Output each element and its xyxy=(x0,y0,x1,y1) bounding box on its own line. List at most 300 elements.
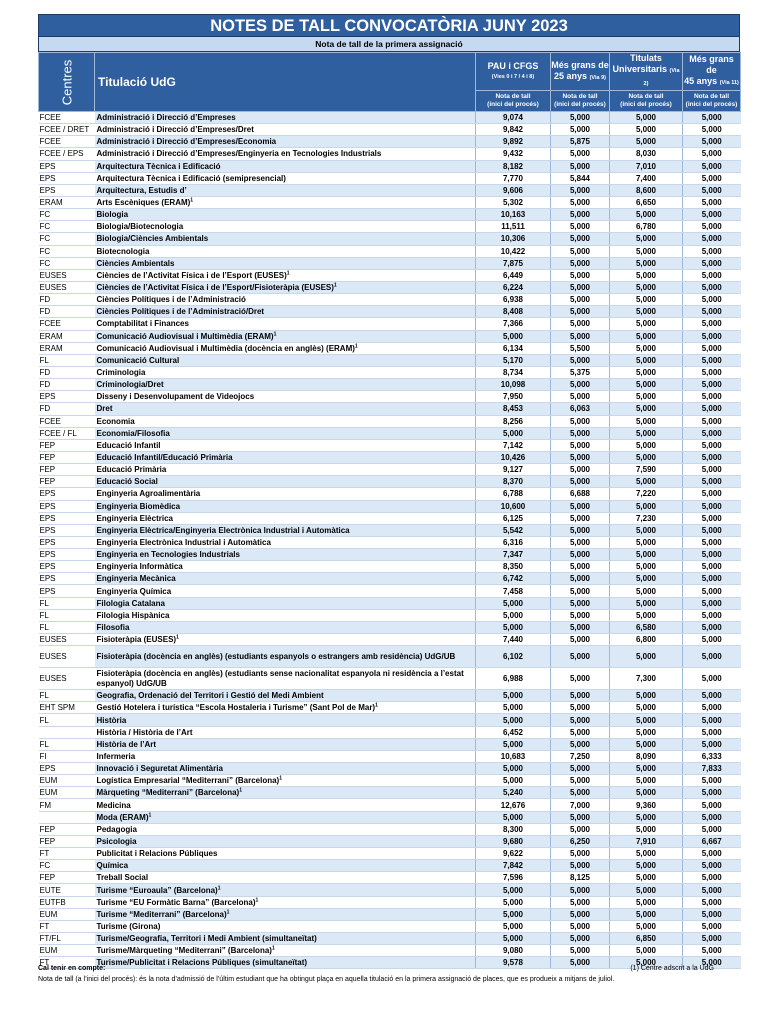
centre-cell: FCEE xyxy=(39,415,95,427)
majors-45-cell: 5,000 xyxy=(683,500,741,512)
pau-cfgs-cell: 10,426 xyxy=(476,451,551,463)
titulats-cell: 7,010 xyxy=(610,160,683,172)
majors-25-cell: 5,000 xyxy=(551,512,610,524)
majors-45-cell: 5,000 xyxy=(683,597,741,609)
table-row xyxy=(39,464,741,476)
majors-25-cell: 5,000 xyxy=(551,668,610,690)
table-row xyxy=(39,196,741,208)
table-row xyxy=(39,835,741,847)
majors-25-cell: 5,000 xyxy=(551,330,610,342)
titulats-cell: 5,000 xyxy=(610,209,683,221)
majors-45-cell: 5,000 xyxy=(683,233,741,245)
centre-cell: EUM xyxy=(39,775,95,787)
majors-25-cell: 5,000 xyxy=(551,702,610,714)
table-row xyxy=(39,330,741,342)
majors-25-cell: 5,000 xyxy=(551,561,610,573)
majors-45-cell: 5,000 xyxy=(683,884,741,896)
majors-45-cell: 5,000 xyxy=(683,775,741,787)
majors-45-cell: 5,000 xyxy=(683,342,741,354)
titulacio-cell: Filosofia xyxy=(95,621,476,633)
titulacio-cell: Fisioteràpia (EUSES)$^1$ xyxy=(95,634,476,646)
titulats-cell: 8,090 xyxy=(610,750,683,762)
titulacio-cell: Criminologia/Dret xyxy=(95,379,476,391)
titulats-cell: 5,000 xyxy=(610,945,683,957)
titulacio-cell: Turisme “Euroaula” (Barcelona)$^1$ xyxy=(95,884,476,896)
titulats-cell: 5,000 xyxy=(610,536,683,548)
titulacio-cell: Moda (ERAM)$^1$ xyxy=(95,811,476,823)
titulats-cell: 5,000 xyxy=(610,342,683,354)
table-row xyxy=(39,763,741,775)
titulats-cell: 6,650 xyxy=(610,196,683,208)
majors-45-cell: 5,000 xyxy=(683,269,741,281)
majors-25-cell: 5,000 xyxy=(551,209,610,221)
pau-cfgs-cell: 6,938 xyxy=(476,294,551,306)
pau-cfgs-cell: 6,125 xyxy=(476,512,551,524)
pau-cfgs-cell: 8,300 xyxy=(476,823,551,835)
footnote-marker: 1 xyxy=(255,896,259,903)
majors-45-cell: 5,000 xyxy=(683,184,741,196)
footnote-marker: 1 xyxy=(190,197,194,204)
titulats-cell: 5,000 xyxy=(610,112,683,124)
titulats-cell: 5,000 xyxy=(610,476,683,488)
titulats-cell: 5,000 xyxy=(610,561,683,573)
table-row xyxy=(39,536,741,548)
centre-cell: FD xyxy=(39,403,95,415)
table-row xyxy=(39,451,741,463)
centre-cell: FM xyxy=(39,799,95,811)
centre-cell: FEP xyxy=(39,872,95,884)
table-row xyxy=(39,184,741,196)
centre-cell: FD xyxy=(39,379,95,391)
majors-25-cell: 7,250 xyxy=(551,750,610,762)
centre-cell: FCEE xyxy=(39,318,95,330)
pau-cfgs-cell: 5,000 xyxy=(476,884,551,896)
majors-45-cell: 5,000 xyxy=(683,702,741,714)
titulacio-cell: Educació Infantil xyxy=(95,439,476,451)
centre-cell: EPS xyxy=(39,184,95,196)
pau-cfgs-cell: 9,842 xyxy=(476,124,551,136)
table-row xyxy=(39,609,741,621)
pau-cfgs-cell: 5,000 xyxy=(476,609,551,621)
majors-25-cell: 5,000 xyxy=(551,573,610,585)
majors-25-cell: 5,000 xyxy=(551,920,610,932)
centre-cell: FC xyxy=(39,860,95,872)
centre-cell: FT xyxy=(39,920,95,932)
table-row xyxy=(39,811,741,823)
majors-45-cell: 5,000 xyxy=(683,738,741,750)
titulacio-cell: Filologia Catalana xyxy=(95,597,476,609)
centre-cell: EHT SPM xyxy=(39,702,95,714)
pau-cfgs-cell: 5,542 xyxy=(476,524,551,536)
table-row xyxy=(39,172,741,184)
titulacio-cell: Economia/Filosofia xyxy=(95,427,476,439)
majors-45-cell: 5,000 xyxy=(683,196,741,208)
majors-25-cell: 5,000 xyxy=(551,714,610,726)
centre-cell: EPS xyxy=(39,585,95,597)
pau-cfgs-cell: 9,622 xyxy=(476,848,551,860)
majors-25-cell: 5,000 xyxy=(551,500,610,512)
titulats-cell: 7,220 xyxy=(610,488,683,500)
subheader-nota-tall: Nota de tall (inici del procés) xyxy=(683,91,741,112)
titulats-cell: 9,360 xyxy=(610,799,683,811)
majors-45-cell: 5,000 xyxy=(683,609,741,621)
titulats-cell: 5,000 xyxy=(610,775,683,787)
table-row xyxy=(39,488,741,500)
pau-cfgs-cell: 7,875 xyxy=(476,257,551,269)
majors-25-cell: 5,000 xyxy=(551,884,610,896)
majors-25-cell: 7,000 xyxy=(551,799,610,811)
titulats-cell: 5,000 xyxy=(610,403,683,415)
majors-45-cell: 5,000 xyxy=(683,403,741,415)
pau-cfgs-cell: 7,596 xyxy=(476,872,551,884)
pau-cfgs-cell: 9,432 xyxy=(476,148,551,160)
titulacio-cell: Administració i Direcció d’Empreses/Economia xyxy=(95,136,476,148)
titulacio-cell: Administració i Direcció d’Empreses/Enginyeria en Tecnologies Industrials xyxy=(95,148,476,160)
majors-25-cell: 5,000 xyxy=(551,306,610,318)
pau-cfgs-cell: 9,127 xyxy=(476,464,551,476)
titulats-cell: 5,000 xyxy=(610,597,683,609)
majors-45-cell: 5,000 xyxy=(683,415,741,427)
table-row xyxy=(39,306,741,318)
pau-cfgs-cell: 5,170 xyxy=(476,354,551,366)
table-row xyxy=(39,354,741,366)
titulacio-cell: Turisme/Màrqueting “Mediterrani” (Barcelona)$^1$ xyxy=(95,945,476,957)
titulats-cell: 5,000 xyxy=(610,427,683,439)
majors-45-cell: 5,000 xyxy=(683,585,741,597)
titulacio-cell: Ciències de l’Activitat Física i de l’Esport (EUSES)$^1$ xyxy=(95,269,476,281)
majors-45-cell: 5,000 xyxy=(683,896,741,908)
table-row xyxy=(39,860,741,872)
centre-cell: EUSES xyxy=(39,269,95,281)
table-row xyxy=(39,318,741,330)
majors-45-cell: 5,000 xyxy=(683,318,741,330)
majors-25-cell: 5,000 xyxy=(551,738,610,750)
pau-cfgs-cell: 7,770 xyxy=(476,172,551,184)
table-row xyxy=(39,750,741,762)
header-titulacio: Titulació UdG xyxy=(95,53,476,112)
footnote-marker: 1 xyxy=(333,282,337,289)
pau-cfgs-cell: 6,134 xyxy=(476,342,551,354)
titulats-cell: 5,000 xyxy=(610,136,683,148)
majors-25-cell: 5,000 xyxy=(551,245,610,257)
titulacio-cell: Comunicació Audiovisual i Multimèdia (ERAM)$^1$ xyxy=(95,330,476,342)
titulats-cell: 5,000 xyxy=(610,269,683,281)
titulacio-cell: Biologia xyxy=(95,209,476,221)
majors-45-cell: 5,000 xyxy=(683,427,741,439)
majors-45-cell: 5,000 xyxy=(683,439,741,451)
pau-cfgs-cell: 10,163 xyxy=(476,209,551,221)
majors-25-cell: 5,500 xyxy=(551,342,610,354)
pau-cfgs-cell: 12,676 xyxy=(476,799,551,811)
majors-25-cell: 5,000 xyxy=(551,634,610,646)
centre-cell: FD xyxy=(39,294,95,306)
centre-cell: FCEE / EPS xyxy=(39,148,95,160)
table-row xyxy=(39,245,741,257)
table-row xyxy=(39,294,741,306)
titulats-cell: 5,000 xyxy=(610,609,683,621)
titulacio-cell: Biotecnologia xyxy=(95,245,476,257)
subheader-nota-tall: Nota de tall (inici del procés) xyxy=(476,91,551,112)
pau-cfgs-cell: 7,950 xyxy=(476,391,551,403)
titulats-cell: 5,000 xyxy=(610,848,683,860)
majors-45-cell: 5,000 xyxy=(683,957,741,969)
titulats-cell: 5,000 xyxy=(610,573,683,585)
pau-cfgs-cell: 5,000 xyxy=(476,330,551,342)
titulats-cell: 5,000 xyxy=(610,738,683,750)
pau-cfgs-cell: 11,511 xyxy=(476,221,551,233)
titulats-cell: 5,000 xyxy=(610,391,683,403)
majors-45-cell: 5,000 xyxy=(683,848,741,860)
titulats-cell: 5,000 xyxy=(610,920,683,932)
titulats-cell: 5,000 xyxy=(610,500,683,512)
majors-25-cell: 5,000 xyxy=(551,427,610,439)
majors-25-cell: 5,000 xyxy=(551,945,610,957)
table-row xyxy=(39,415,741,427)
centre-cell: FL xyxy=(39,597,95,609)
table-row xyxy=(39,908,741,920)
majors-45-cell: 5,000 xyxy=(683,172,741,184)
pau-cfgs-cell: 6,988 xyxy=(476,668,551,690)
table-row xyxy=(39,366,741,378)
table-row xyxy=(39,646,741,668)
pau-cfgs-cell: 5,000 xyxy=(476,933,551,945)
majors-25-cell: 5,000 xyxy=(551,148,610,160)
majors-25-cell: 5,000 xyxy=(551,318,610,330)
majors-45-cell: 5,000 xyxy=(683,920,741,932)
table-row xyxy=(39,945,741,957)
titulacio-cell: Enginyeria Elèctrica xyxy=(95,512,476,524)
pau-cfgs-cell: 7,458 xyxy=(476,585,551,597)
majors-25-cell: 5,000 xyxy=(551,848,610,860)
notes-caution: Cal tenir en compte: xyxy=(38,965,106,972)
table-row xyxy=(39,391,741,403)
table-row xyxy=(39,549,741,561)
centre-cell: FL xyxy=(39,690,95,702)
table-row xyxy=(39,884,741,896)
table-row xyxy=(39,269,741,281)
titulacio-cell: Disseny i Desenvolupament de Videojocs xyxy=(95,391,476,403)
majors-45-cell: 5,000 xyxy=(683,148,741,160)
majors-25-cell: 5,000 xyxy=(551,391,610,403)
pau-cfgs-cell: 5,000 xyxy=(476,597,551,609)
table-row xyxy=(39,872,741,884)
pau-cfgs-cell: 6,224 xyxy=(476,281,551,293)
majors-45-cell: 5,000 xyxy=(683,860,741,872)
table-row xyxy=(39,726,741,738)
pau-cfgs-cell: 8,350 xyxy=(476,561,551,573)
centre-cell: EUTFB xyxy=(39,896,95,908)
pau-cfgs-cell: 5,000 xyxy=(476,908,551,920)
majors-45-cell: 5,000 xyxy=(683,512,741,524)
titulacio-cell: Turisme “EU Formàtic Barna” (Barcelona)$^1$ xyxy=(95,896,476,908)
table-row xyxy=(39,112,741,124)
pau-cfgs-cell: 5,000 xyxy=(476,775,551,787)
header-majors-45: Més grans de 45 anys (Via 11) xyxy=(683,53,741,91)
centre-cell: EUSES xyxy=(39,281,95,293)
pau-cfgs-cell: 10,098 xyxy=(476,379,551,391)
pau-cfgs-cell: 7,366 xyxy=(476,318,551,330)
majors-45-cell: 5,000 xyxy=(683,561,741,573)
titulacio-cell: Economia xyxy=(95,415,476,427)
cutoff-table-sheet xyxy=(38,14,740,969)
centre-cell: FI xyxy=(39,750,95,762)
pau-cfgs-cell: 5,000 xyxy=(476,920,551,932)
centre-cell: FEP xyxy=(39,439,95,451)
pau-cfgs-cell: 9,074 xyxy=(476,112,551,124)
centre-cell: FC xyxy=(39,221,95,233)
pau-cfgs-cell: 7,440 xyxy=(476,634,551,646)
table-row xyxy=(39,512,741,524)
pau-cfgs-cell: 8,734 xyxy=(476,366,551,378)
table-body xyxy=(39,112,741,969)
pau-cfgs-cell: 5,000 xyxy=(476,763,551,775)
majors-25-cell: 5,000 xyxy=(551,269,610,281)
titulats-cell: 5,000 xyxy=(610,702,683,714)
centre-cell: FCEE / DRET xyxy=(39,124,95,136)
footnote-marker: 1 xyxy=(217,884,221,891)
majors-45-cell: 5,000 xyxy=(683,124,741,136)
majors-25-cell: 5,000 xyxy=(551,196,610,208)
table-row xyxy=(39,148,741,160)
majors-45-cell: 5,000 xyxy=(683,799,741,811)
titulats-cell: 7,590 xyxy=(610,464,683,476)
majors-45-cell: 5,000 xyxy=(683,945,741,957)
table-row xyxy=(39,257,741,269)
titulacio-cell: Història / Història de l’Art xyxy=(95,726,476,738)
titulacio-cell: Enginyeria Mecànica xyxy=(95,573,476,585)
pau-cfgs-cell: 7,347 xyxy=(476,549,551,561)
table-row xyxy=(39,896,741,908)
titulacio-cell: Història xyxy=(95,714,476,726)
titulacio-cell: Enginyeria Electrònica Industrial i Automàtica xyxy=(95,536,476,548)
footnote-marker: 1 xyxy=(354,343,358,350)
majors-45-cell: 5,000 xyxy=(683,524,741,536)
titulacio-cell: Comptabilitat i Finances xyxy=(95,318,476,330)
titulats-cell: 5,000 xyxy=(610,124,683,136)
table-row xyxy=(39,702,741,714)
pau-cfgs-cell: 5,240 xyxy=(476,787,551,799)
titulacio-cell: Filologia Hispànica xyxy=(95,609,476,621)
titulats-cell: 7,230 xyxy=(610,512,683,524)
table-row xyxy=(39,799,741,811)
pau-cfgs-cell: 9,680 xyxy=(476,835,551,847)
titulats-cell: 5,000 xyxy=(610,884,683,896)
titulacio-cell: Dret xyxy=(95,403,476,415)
pau-cfgs-cell: 8,408 xyxy=(476,306,551,318)
majors-25-cell: 6,063 xyxy=(551,403,610,415)
titulacio-cell: Turisme (Girona) xyxy=(95,920,476,932)
table-row xyxy=(39,597,741,609)
majors-25-cell: 5,000 xyxy=(551,933,610,945)
majors-45-cell: 5,000 xyxy=(683,451,741,463)
centre-cell: FCEE xyxy=(39,112,95,124)
majors-45-cell: 5,000 xyxy=(683,488,741,500)
centre-cell: FEP xyxy=(39,464,95,476)
majors-45-cell: 5,000 xyxy=(683,933,741,945)
pau-cfgs-cell: 5,000 xyxy=(476,811,551,823)
footnote-marker: 1 xyxy=(279,775,283,782)
majors-25-cell: 5,000 xyxy=(551,112,610,124)
centre-cell: EPS xyxy=(39,524,95,536)
titulats-cell: 5,000 xyxy=(610,585,683,597)
titulacio-cell: Treball Social xyxy=(95,872,476,884)
majors-45-cell: 5,000 xyxy=(683,714,741,726)
footnote-marker: 1 xyxy=(226,909,230,916)
majors-45-cell: 5,000 xyxy=(683,391,741,403)
titulats-cell: 5,000 xyxy=(610,306,683,318)
table-row xyxy=(39,668,741,690)
titulacio-cell: Psicologia xyxy=(95,835,476,847)
majors-45-cell: 5,000 xyxy=(683,690,741,702)
majors-45-cell: 5,000 xyxy=(683,306,741,318)
majors-45-cell: 5,000 xyxy=(683,245,741,257)
majors-25-cell: 5,000 xyxy=(551,957,610,969)
centre-cell: FC xyxy=(39,257,95,269)
centre-cell: FL xyxy=(39,621,95,633)
centre-cell: EPS xyxy=(39,172,95,184)
majors-45-cell: 5,000 xyxy=(683,354,741,366)
table-row xyxy=(39,775,741,787)
majors-45-cell: 5,000 xyxy=(683,726,741,738)
centre-cell: FD xyxy=(39,366,95,378)
titulats-cell: 6,580 xyxy=(610,621,683,633)
centre-cell: EPS xyxy=(39,512,95,524)
centre-cell: EPS xyxy=(39,763,95,775)
titulacio-cell: Medicina xyxy=(95,799,476,811)
footnote-marker: 1 xyxy=(375,702,378,709)
titulats-cell: 5,000 xyxy=(610,549,683,561)
titulats-cell: 7,300 xyxy=(610,668,683,690)
titulats-cell: 7,400 xyxy=(610,172,683,184)
centre-cell: FL xyxy=(39,609,95,621)
majors-25-cell: 5,000 xyxy=(551,536,610,548)
titulats-cell: 5,000 xyxy=(610,811,683,823)
majors-45-cell: 7,833 xyxy=(683,763,741,775)
majors-25-cell: 5,000 xyxy=(551,439,610,451)
majors-25-cell: 5,000 xyxy=(551,621,610,633)
centre-cell: FT/FL xyxy=(39,933,95,945)
titulacio-cell: Pedagogia xyxy=(95,823,476,835)
titulats-cell: 5,000 xyxy=(610,439,683,451)
centre-cell: ERAM xyxy=(39,196,95,208)
titulats-cell: 5,000 xyxy=(610,451,683,463)
titulacio-cell: Turisme “Mediterrani” (Barcelona)$^1$ xyxy=(95,908,476,920)
notes-footnote: (1) Centre adscrit a la UdG xyxy=(630,965,714,972)
titulacio-cell: Arquitectura Tècnica i Edificació xyxy=(95,160,476,172)
titulats-cell: 5,000 xyxy=(610,257,683,269)
majors-25-cell: 5,000 xyxy=(551,354,610,366)
titulacio-cell: Ciències Polítiques i de l’Administració xyxy=(95,294,476,306)
titulats-cell: 5,000 xyxy=(610,860,683,872)
table-row xyxy=(39,920,741,932)
majors-25-cell: 5,000 xyxy=(551,184,610,196)
table-row xyxy=(39,524,741,536)
titulacio-cell: Fisioteràpia (docència en anglès) (estudiants espanyols o estrangers amb residència) UdG/UB xyxy=(95,646,476,668)
majors-25-cell: 5,000 xyxy=(551,787,610,799)
titulacio-cell: Educació Social xyxy=(95,476,476,488)
majors-45-cell: 5,000 xyxy=(683,209,741,221)
table-row xyxy=(39,281,741,293)
pau-cfgs-cell: 8,182 xyxy=(476,160,551,172)
centre-cell: FEP xyxy=(39,476,95,488)
majors-25-cell: 5,875 xyxy=(551,136,610,148)
page-title: NOTES DE TALL CONVOCATÒRIA JUNY 2023 xyxy=(38,14,740,37)
pau-cfgs-cell: 6,452 xyxy=(476,726,551,738)
titulats-cell: 5,000 xyxy=(610,908,683,920)
titulacio-cell: Comunicació Cultural xyxy=(95,354,476,366)
titulacio-cell: Enginyeria en Tecnologies Industrials xyxy=(95,549,476,561)
majors-45-cell: 5,000 xyxy=(683,136,741,148)
